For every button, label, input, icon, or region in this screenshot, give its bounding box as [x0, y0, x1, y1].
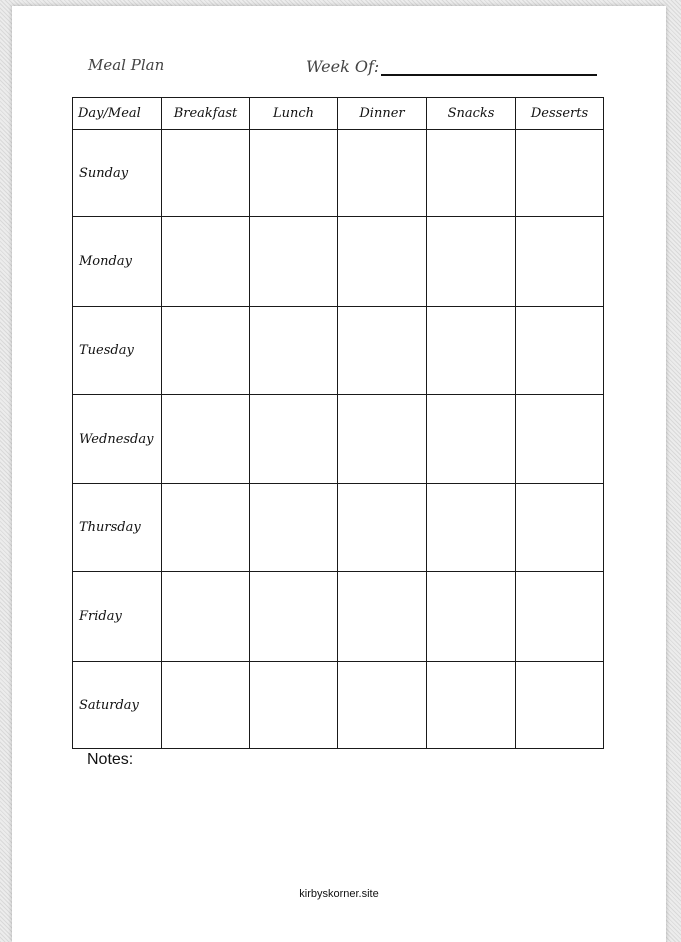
meal-cell: [427, 217, 516, 307]
meal-cell: [338, 662, 427, 749]
day-label: Thursday: [73, 484, 162, 572]
day-label: Sunday: [73, 130, 162, 217]
header-row: [73, 98, 604, 130]
meal-cell: [250, 484, 338, 572]
page-title: Meal Plan: [88, 56, 165, 74]
meal-cell: [338, 484, 427, 572]
table-row: [73, 395, 604, 484]
meal-cell: [162, 395, 250, 484]
week-of-blank-line: [381, 56, 597, 76]
column-header: Desserts: [516, 98, 604, 130]
meal-cell: [516, 217, 604, 307]
meal-cell: [427, 307, 516, 395]
meal-cell: [338, 395, 427, 484]
meal-cell: [427, 484, 516, 572]
table-row: [73, 572, 604, 662]
meal-cell: [427, 572, 516, 662]
meal-cell: [516, 307, 604, 395]
meal-cell: [516, 395, 604, 484]
day-label: Saturday: [73, 662, 162, 749]
footer-site-text: kirbyskorner.site: [299, 888, 379, 900]
meal-cell: [162, 217, 250, 307]
meal-cell: [427, 130, 516, 217]
table-row: [73, 662, 604, 749]
meal-cell: [427, 662, 516, 749]
meal-cell: [250, 217, 338, 307]
table-row: [73, 130, 604, 217]
meal-cell: [516, 130, 604, 217]
meal-cell: [338, 130, 427, 217]
meal-cell: [250, 395, 338, 484]
day-label: Wednesday: [73, 395, 162, 484]
week-of-field: [306, 56, 597, 76]
day-label: Monday: [73, 217, 162, 307]
meal-cell: [427, 395, 516, 484]
meal-cell: [516, 572, 604, 662]
document-page: [12, 6, 666, 942]
meal-cell: [516, 662, 604, 749]
meal-cell: [162, 572, 250, 662]
notes-label: Notes:: [87, 751, 134, 768]
column-header: Dinner: [338, 98, 427, 130]
column-header: Day/Meal: [73, 98, 162, 130]
meal-cell: [250, 130, 338, 217]
table-row: [73, 217, 604, 307]
meal-plan-table: [72, 97, 604, 749]
meal-cell: [338, 572, 427, 662]
column-header: Lunch: [250, 98, 338, 130]
meal-cell: [162, 307, 250, 395]
week-of-label: Week Of:: [306, 57, 380, 76]
meal-cell: [516, 484, 604, 572]
meal-cell: [250, 662, 338, 749]
table-row: [73, 307, 604, 395]
column-header: Breakfast: [162, 98, 250, 130]
meal-cell: [250, 572, 338, 662]
meal-cell: [162, 662, 250, 749]
meal-cell: [338, 307, 427, 395]
day-label: Friday: [73, 572, 162, 662]
meal-cell: [250, 307, 338, 395]
day-label: Tuesday: [73, 307, 162, 395]
meal-cell: [162, 130, 250, 217]
table-row: [73, 484, 604, 572]
meal-cell: [338, 217, 427, 307]
column-header: Snacks: [427, 98, 516, 130]
meal-cell: [162, 484, 250, 572]
